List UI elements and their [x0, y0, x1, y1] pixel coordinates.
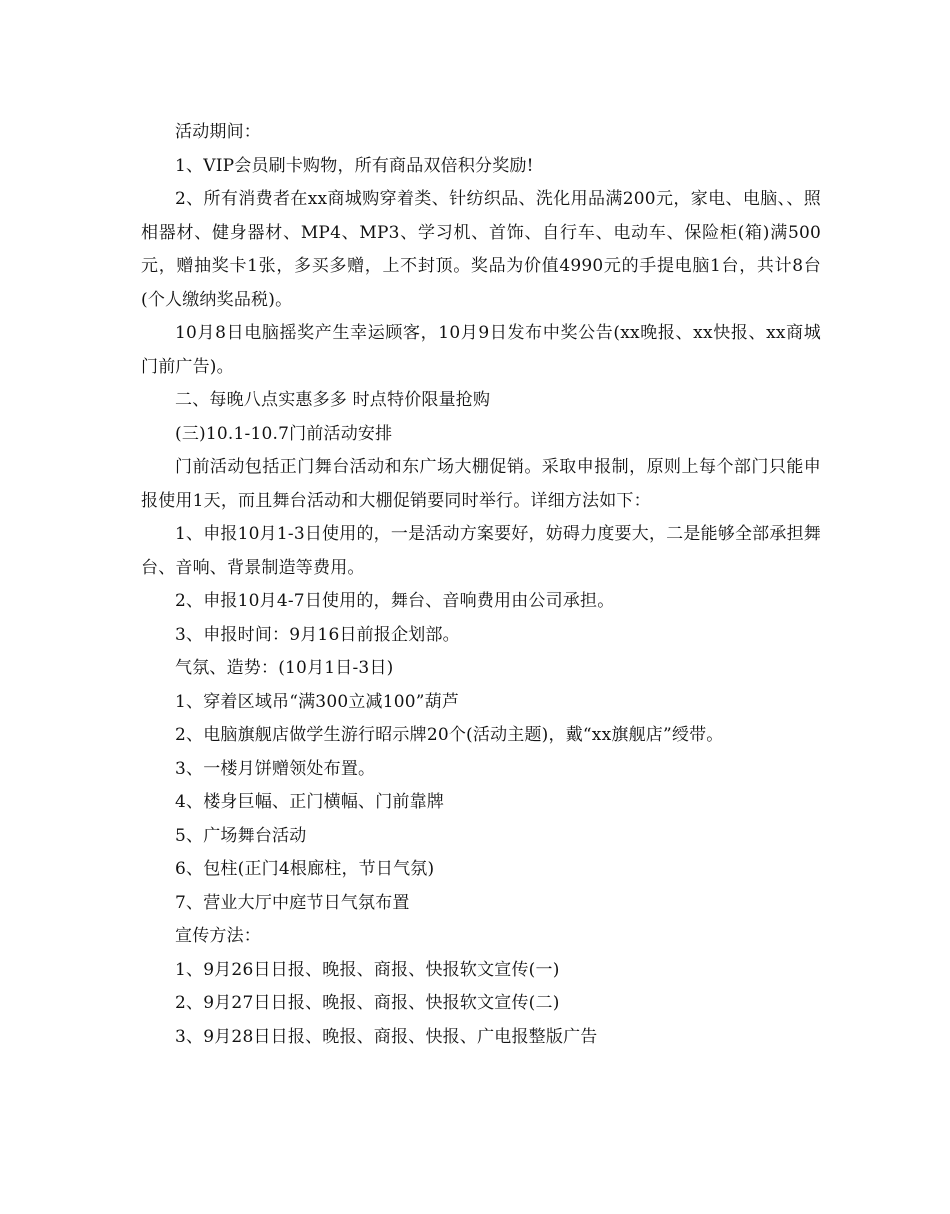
paragraph-atmosphere-item-2: 2、电脑旗舰店做学生游行昭示牌20个(活动主题)，戴“xx旗舰店”绶带。	[175, 725, 724, 745]
paragraph-publicity-item-1: 1、9月26日日报、晚报、商报、快报软文宣传(一)	[175, 959, 560, 980]
paragraph-section-two-heading: 二、每晚八点实惠多多 时点特价限量抢购	[175, 390, 491, 410]
paragraph-activity-period-heading: 活动期间：	[175, 122, 261, 142]
paragraph-atmosphere-heading: 气氛、造势：(10月1日-3日)	[175, 658, 394, 678]
paragraph-lottery-gift: 2、所有消费者在xx商城购穿着类、针纺织品、洗化用品满200元，家电、电脑、、照相器材、健身器材、MP4、MP3、学习机、首饰、自行车、电动车、保险柜(箱)满500元，赠抽奖卡1张，多买多赠，上不封顶。奖品为价值4990元的手提电脑1台，共计8台(个人缴纳奖品税)。	[141, 189, 821, 310]
paragraph-vip-points: 1、VIP会员刷卡购物，所有商品双倍积分奖励!	[175, 155, 534, 176]
paragraph-publicity-item-2: 2、9月27日日报、晚报、商报、快报软文宣传(二)	[175, 993, 560, 1013]
document-body	[141, 116, 821, 1054]
paragraph-front-activity-intro: 门前活动包括正门舞台活动和东广场大棚促销。采取申报制，原则上每个部门只能申报使用1天，而且舞台活动和大棚促销要同时举行。详细方法如下：	[141, 457, 821, 511]
paragraph-apply-deadline: 3、申报时间：9月16日前报企划部。	[175, 624, 460, 645]
paragraph-atmosphere-item-3: 3、一楼月饼赠领处布置。	[175, 758, 376, 779]
paragraph-publicity-heading: 宣传方法：	[175, 926, 261, 946]
paragraph-atmosphere-item-7: 7、营业大厅中庭节日气氛布置	[175, 892, 410, 913]
paragraph-lottery-announcement: 10月8日电脑摇奖产生幸运顾客，10月9日发布中奖公告(xx晚报、xx快报、xx商城门前广告)。	[141, 323, 821, 377]
paragraph-atmosphere-item-1: 1、穿着区域吊“满300立减100”葫芦	[175, 691, 460, 712]
paragraph-section-three-heading: (三)10.1-10.7门前活动安排	[175, 423, 393, 444]
paragraph-apply-oct-1-3: 1、申报10月1-3日使用的，一是活动方案要好，妨碍力度要大，二是能够全部承担舞台、音响、背景制造等费用。	[141, 524, 821, 578]
paragraph-atmosphere-item-4: 4、楼身巨幅、正门横幅、门前靠牌	[175, 792, 445, 812]
paragraph-publicity-item-3: 3、9月28日日报、晚报、商报、快报、广电报整版广告	[175, 1026, 598, 1047]
paragraph-atmosphere-item-5: 5、广场舞台活动	[175, 825, 307, 846]
paragraph-atmosphere-item-6: 6、包柱(正门4根廊柱，节日气氛)	[175, 859, 435, 879]
paragraph-apply-oct-4-7: 2、申报10月4-7日使用的，舞台、音响费用由公司承担。	[175, 591, 615, 611]
